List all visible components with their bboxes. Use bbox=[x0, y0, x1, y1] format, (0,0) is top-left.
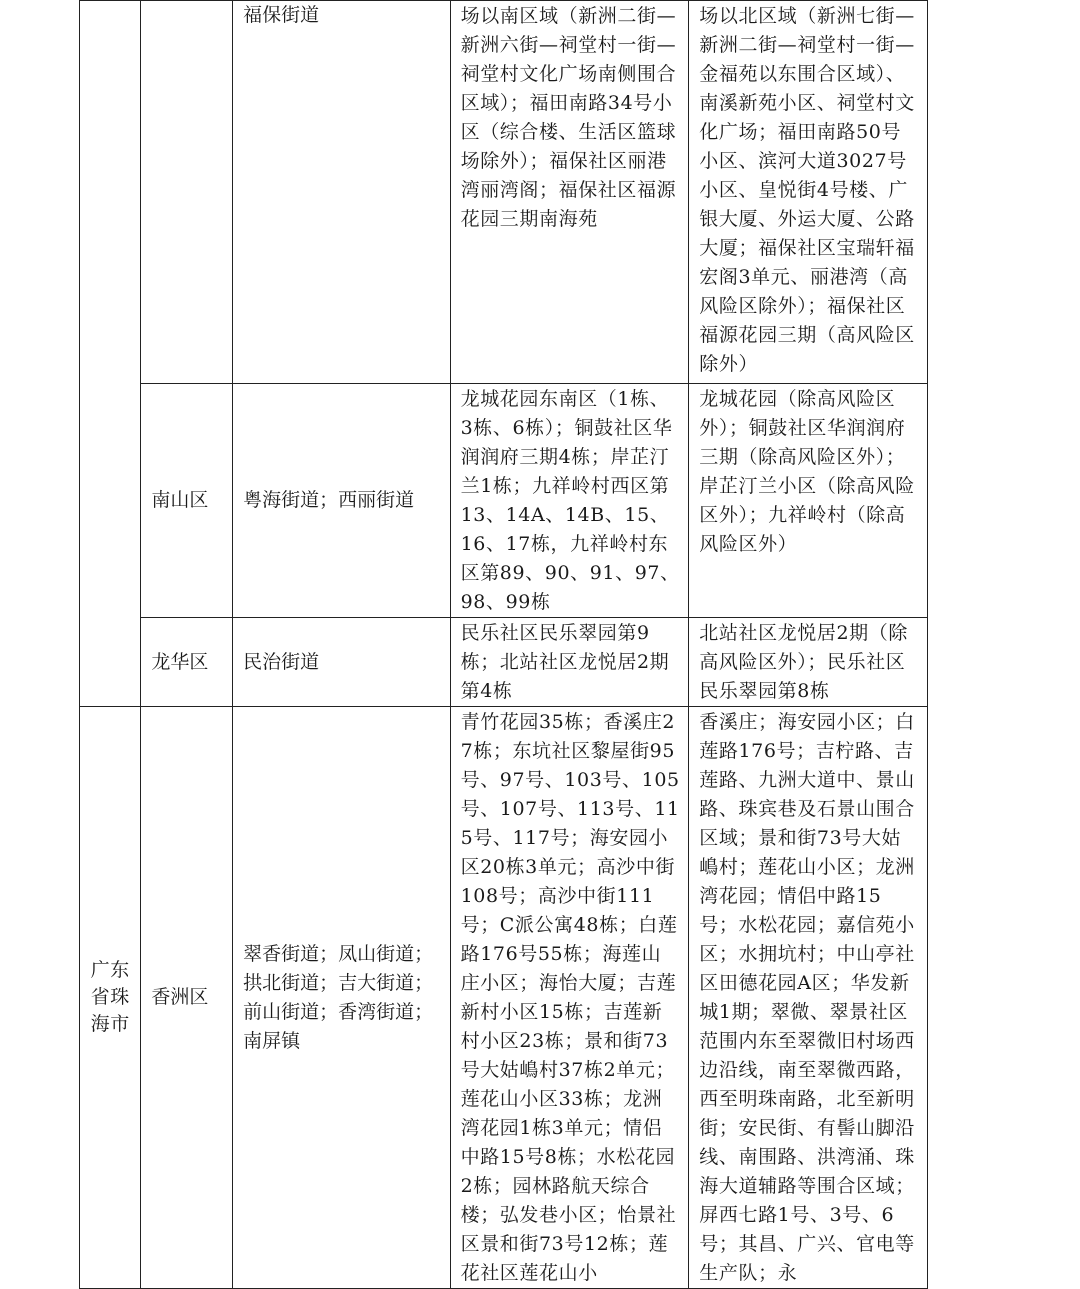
table-row bbox=[80, 1, 928, 384]
table-row bbox=[80, 618, 928, 707]
table-row bbox=[80, 707, 928, 1289]
table-row bbox=[80, 384, 928, 618]
street-cell: 民治街道 bbox=[233, 618, 451, 707]
high-risk-cell: 青竹花园35栋；香溪庄27栋；东坑社区黎屋街95号、97号、103号、105号、107号、113号、115号、117号；海安园小区20栋3单元；高沙中街108号；高沙中街111号；C派公寓48栋；白莲路176号55栋；海莲山庄小区；海怡大厦；吉莲新村小区15栋；吉莲新村小区23栋；景和街73号大姑嶋村37栋2单元；莲花山小区33栋；龙洲湾花园1栋3单元；情侣中路15号8栋；水松花园2栋；园林路航天综合楼；弘发巷小区；怡景社区景和街73号12栋；莲花社区莲花山小 bbox=[450, 707, 689, 1289]
medium-risk-cell: 龙城花园（除高风险区外）；铜鼓社区华润润府三期（除高风险区外）；岸芷汀兰小区（除高风险区外）；九祥岭村（除高风险区外） bbox=[689, 384, 928, 618]
district-cell: 龙华区 bbox=[141, 618, 233, 707]
street-cell: 粤海街道；西丽街道 bbox=[233, 384, 451, 618]
district-cell: 香洲区 bbox=[141, 707, 233, 1289]
medium-risk-cell: 香溪庄；海安园小区；白莲路176号；吉柠路、吉莲路、九洲大道中、景山路、珠宾巷及石景山围合区域；景和街73号大姑嶋村；莲花山小区；龙洲湾花园；情侣中路15号；水松花园；嘉信苑小区；水拥坑村；中山亭社区田德花园A区；华发新城1期；翠微、翠景社区范围内东至翠微旧村场西边沿线，南至翠微西路，西至明珠南路，北至新明街；安民街、有髻山脚沿线、南围路、洪湾涌、珠海大道辅路等围合区域；屏西七路1号、3号、6号；其昌、广兴、官电等生产队；永 bbox=[689, 707, 928, 1289]
province-cell: 广东省珠海市 bbox=[80, 707, 141, 1289]
high-risk-cell: 龙城花园东南区（1栋、3栋、6栋）；铜鼓社区华润润府三期4栋；岸芷汀兰1栋；九祥岭村西区第13、14A、14B、15、16、17栋，九祥岭村东区第89、90、91、97、98、99栋 bbox=[450, 384, 689, 618]
medium-risk-cell: 北站社区龙悦居2期（除高风险区外）；民乐社区民乐翠园第8栋 bbox=[689, 618, 928, 707]
district-cell: 南山区 bbox=[141, 384, 233, 618]
street-cell: 福保街道 bbox=[233, 1, 451, 384]
district-cell-empty bbox=[141, 1, 233, 384]
medium-risk-cell: 场以北区域（新洲七街—新洲二街—祠堂村一街—金福苑以东围合区域）、南溪新苑小区、祠堂村文化广场；福田南路50号小区、滨河大道3027号小区、皇悦街4号楼、广银大厦、外运大厦、公路大厦；福保社区宝瑞轩福宏阁3单元、丽港湾（高风险区除外）；福保社区福源花园三期（高风险区除外） bbox=[689, 1, 928, 384]
risk-area-table bbox=[79, 0, 928, 1289]
high-risk-cell: 民乐社区民乐翠园第9栋；北站社区龙悦居2期第4栋 bbox=[450, 618, 689, 707]
province-cell-empty bbox=[80, 1, 141, 707]
high-risk-cell: 场以南区域（新洲二街—新洲六街—祠堂村一街—祠堂村文化广场南侧围合区域）；福田南路34号小区（综合楼、生活区篮球场除外）；福保社区丽港湾丽湾阁；福保社区福源花园三期南海苑 bbox=[450, 1, 689, 384]
street-cell: 翠香街道；凤山街道；拱北街道；吉大街道；前山街道；香湾街道；南屏镇 bbox=[233, 707, 451, 1289]
